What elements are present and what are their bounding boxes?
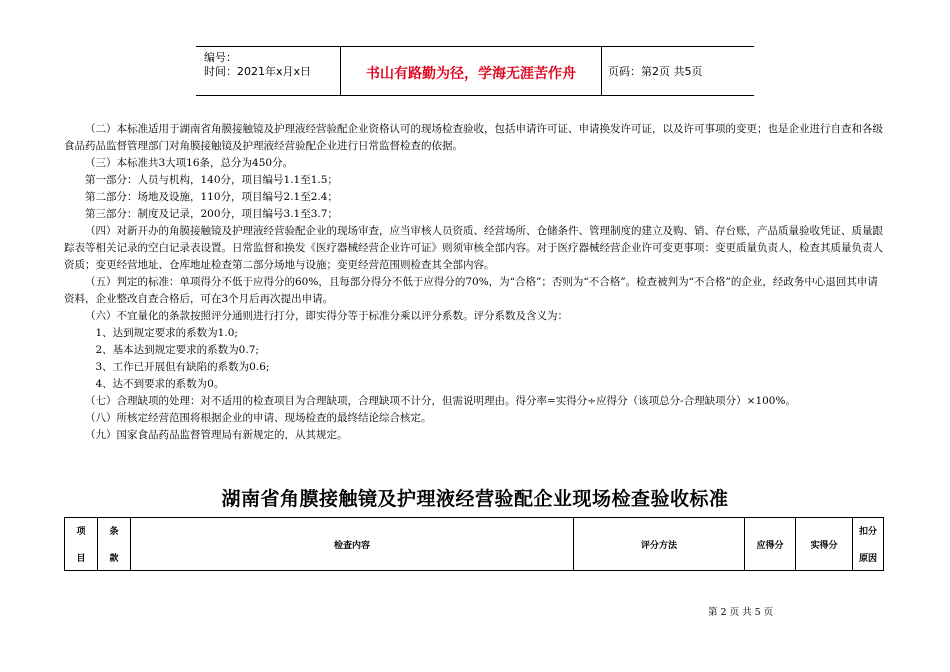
paragraph: （九）国家食品药品监督管理局有新规定的，从其规定。 [85,429,348,441]
paragraph: 第三部分：制度及记录，200分，项目编号3.1至3.7； [85,208,338,220]
col-method: 评分方法 [574,518,745,571]
page-footer: 第 2 页 共 5 页 [708,607,774,618]
col-actual: 实得分 [796,518,853,571]
header-page-cell [602,47,754,95]
col-clause [98,518,131,571]
page-label: 页码：第2页 共5页 [608,65,703,78]
paragraph: 第二部分：场地及设施，110分，项目编号2.1至2.4； [85,191,338,203]
paragraph: （八）所核定经营范围将根据企业的申请、现场检查的最终结论综合核定。 [85,412,432,424]
paragraph: 第一部分：人员与机构，140分，项目编号1.1至1.5； [85,174,338,186]
col-clause-top: 条 [109,527,119,537]
col-deduct [853,518,884,571]
header-meta-cell [196,47,341,95]
paragraph: （二）本标准适用于湖南省角膜接触镜及护理液经营验配企业资格认可的现场检查验收，包括申请许可证、申请换发许可证，以及许可事项的变更；也是企业进行自查和各级食品药品监督管理部门对角膜接触镜及护理液经营验配企业进行日常监督检查的依据。 [64,123,883,152]
paragraph: 1、达到规定要求的系数为1.0; [95,327,238,339]
col-clause-bottom: 款 [109,554,119,564]
paragraph: 2、基本达到规定要求的系数为0.7; [95,344,259,356]
col-item-top: 项 [76,527,86,537]
header-motto-cell [341,47,602,95]
document-header [196,46,754,96]
col-deduct-bottom: 原因 [858,554,877,564]
col-item-bottom: 目 [76,554,86,564]
col-content: 检查内容 [131,518,574,571]
paragraph: （七）合理缺项的处理：对不适用的检查项目为合理缺项，合理缺项不计分，但需说明理由。得分率=实得分÷应得分（该项总分-合理缺项分）×100%。 [85,395,796,407]
standard-table [64,517,884,571]
paragraph: 3、工作已开展但有缺陷的系数为0.6; [95,361,270,373]
col-due: 应得分 [745,518,796,571]
number-label: 编号： [204,51,237,64]
paragraph: （五）判定的标准：单项得分不低于应得分的60%，且每部分得分不低于应得分的70%，为“合格”；否则为“不合格”。检查被判为“不合格”的企业，经政务中心退回其申请资料，企业整改自查合格后，可在3个月后再次提出申请。 [64,276,878,305]
paragraph: （四）对新开办的角膜接触镜及护理液经营验配企业的现场审查，应当审核人员资质、经营场所、仓储条件、管理制度的建立及购、销、存台账，产品质量验收凭证、质量跟踪表等相关记录的空白记录表设置。日常监督和换发《医疗器械经营企业许可证》则须审核全部内容。对于医疗器械经营企业许可变更事项：变更质量负责人，检查其质量负责人资质；变更经营地址、仓库地址检查第二部分场地与设施；变更经营范围则检查其全部内容。 [64,225,883,271]
motto: 书山有路勤为径，学海无涯苦作舟 [366,66,576,82]
time-label: 时间：2021年x月x日 [204,65,312,78]
col-item [65,518,98,571]
body-text [64,121,886,444]
table-header-row [65,518,884,571]
standard-title: 湖南省角膜接触镜及护理液经营验配企业现场检查验收标准 [221,488,729,510]
paragraph: （六）不宜量化的条款按照评分通则进行打分，即实得分等于标准分乘以评分系数。评分系数及含义为： [85,310,568,322]
paragraph: 4、达不到要求的系数为0。 [95,378,225,390]
col-deduct-top: 扣分 [858,527,877,537]
paragraph: （三）本标准共3大项16条，总分为450分。 [85,157,294,169]
